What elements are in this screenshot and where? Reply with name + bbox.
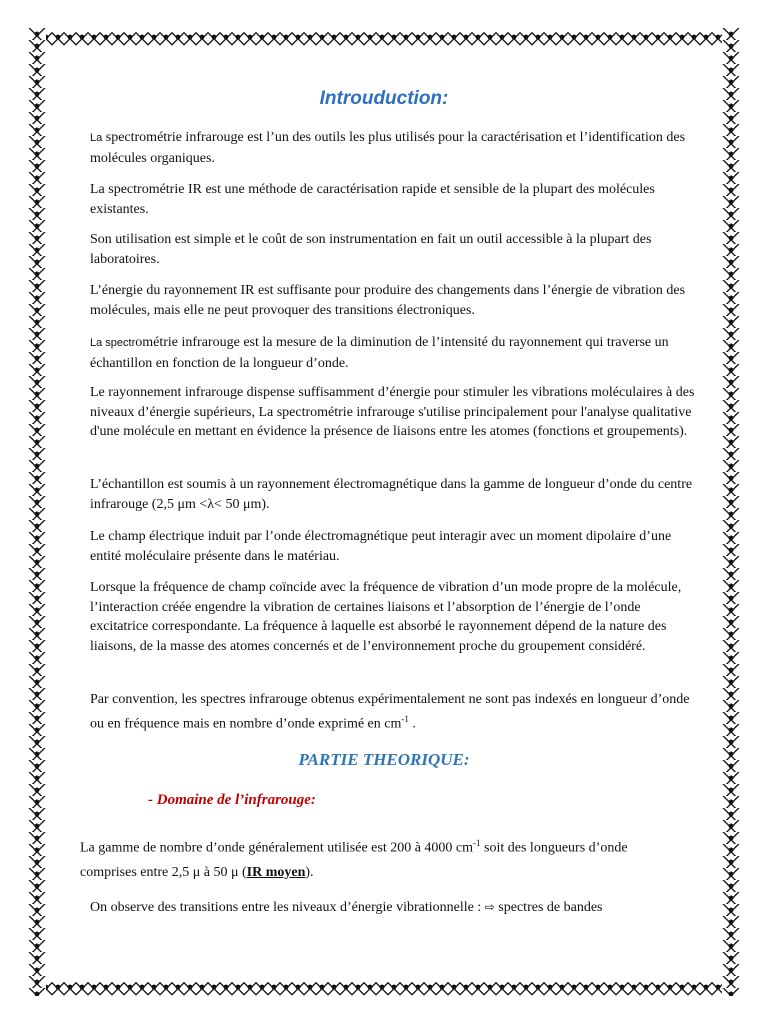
paragraph-1	[90, 128, 700, 168]
paragraph-text: Le rayonnement infrarouge dispense suffisamment d’énergie pour stimuler les vibrations moléculaires à des niveaux d’énergie supérieurs, La spectrométrie infrarouge s'utilise principalement pour l'analyse qualitative d'une molécule en mettant en évidence la présence de liaisons entre les atomes (fonctions et groupements).	[90, 385, 695, 439]
paragraph-3	[90, 230, 700, 269]
ir-moyen-label: IR moyen	[246, 864, 306, 880]
section-title: PARTIE THEORIQUE:	[298, 750, 470, 769]
paragraph-text: La gamme de nombre d’onde généralement utilisée est 200 à 4000 cm	[80, 840, 474, 856]
paragraph-text: soit des longueurs d’onde comprises entre 2,5 μ à 50 μ (	[80, 840, 628, 880]
paragraph-text: ométrie infrarouge est la mesure de la diminution de l’intensité du rayonnement qui traverse un échantillon en fonction de la longueur d’onde.	[90, 335, 669, 371]
subsection-title: - Domaine de l’infrarouge:	[148, 792, 316, 808]
superscript: -1	[401, 713, 409, 724]
paragraph-lead: La spectr	[90, 337, 136, 349]
paragraph-text: Par convention, les spectres infrarouge obtenus expérimentalement ne sont pas indexés en longueur d’onde ou en fréquence mais en nombre d’onde exprimé en cm	[90, 692, 690, 732]
page-title: Introuduction:	[319, 88, 449, 109]
right-arrow-icon: ⇨	[484, 900, 495, 914]
paragraph-text: La spectrométrie IR est une méthode de caractérisation rapide et sensible de la plupart des molécules existantes.	[90, 182, 655, 217]
paragraph-text: L’énergie du rayonnement IR est suffisante pour produire des changements dans l’énergie de vibration des molécules, mais elle ne peut provoquer des transitions électroniques.	[90, 283, 686, 318]
paragraph-9	[90, 578, 700, 656]
paragraph-tail: spectres de bandes	[494, 900, 603, 915]
paragraph-8	[90, 527, 700, 566]
paragraph-text: Son utilisation est simple et le coût de son instrumentation en fait un outil accessible à la plupart des laboratoires.	[90, 232, 652, 267]
paragraph-4	[90, 281, 700, 320]
paragraph-6	[90, 383, 700, 442]
paragraph-10	[90, 690, 700, 734]
paragraph-text: ).	[305, 864, 314, 880]
paragraph-2	[90, 180, 700, 219]
domain-paragraph	[80, 831, 680, 885]
paragraph-text: Le champ électrique induit par l’onde électromagnétique peut interagir avec un moment dipolaire d’une entité moléculaire présente dans le matériau.	[90, 529, 672, 564]
paragraph-7	[90, 475, 700, 514]
paragraph-tail: .	[408, 716, 416, 732]
paragraph-text: spectrométrie infrarouge est l’un des outils les plus utilisés pour la caractérisation et l’identification des molécules organiques.	[90, 130, 686, 166]
paragraph-lead: La	[90, 132, 103, 144]
paragraph-text: L’échantillon est soumis à un rayonnement électromagnétique dans la gamme de longueur d’onde du centre infrarouge (2,5 μm <λ< 50 μm).	[90, 477, 693, 512]
paragraph-5	[90, 333, 700, 373]
paragraph-text: Lorsque la fréquence de champ coïncide avec la fréquence de vibration d’un mode propre de la molécule, l’interaction créée engendre la vibration de certaines liaisons et l’absorption de l’énergie de l’onde excitatrice correspondante. La fréquence à laquelle est absorbé le rayonnement dépend de la nature des liaisons, de la masse des atomes concernés et de l’environnement proche du groupement considéré.	[90, 580, 682, 654]
paragraph-text: On observe des transitions entre les niveaux d’énergie vibrationnelle :	[90, 900, 485, 915]
superscript: -1	[473, 838, 481, 848]
transitions-paragraph	[90, 898, 700, 918]
